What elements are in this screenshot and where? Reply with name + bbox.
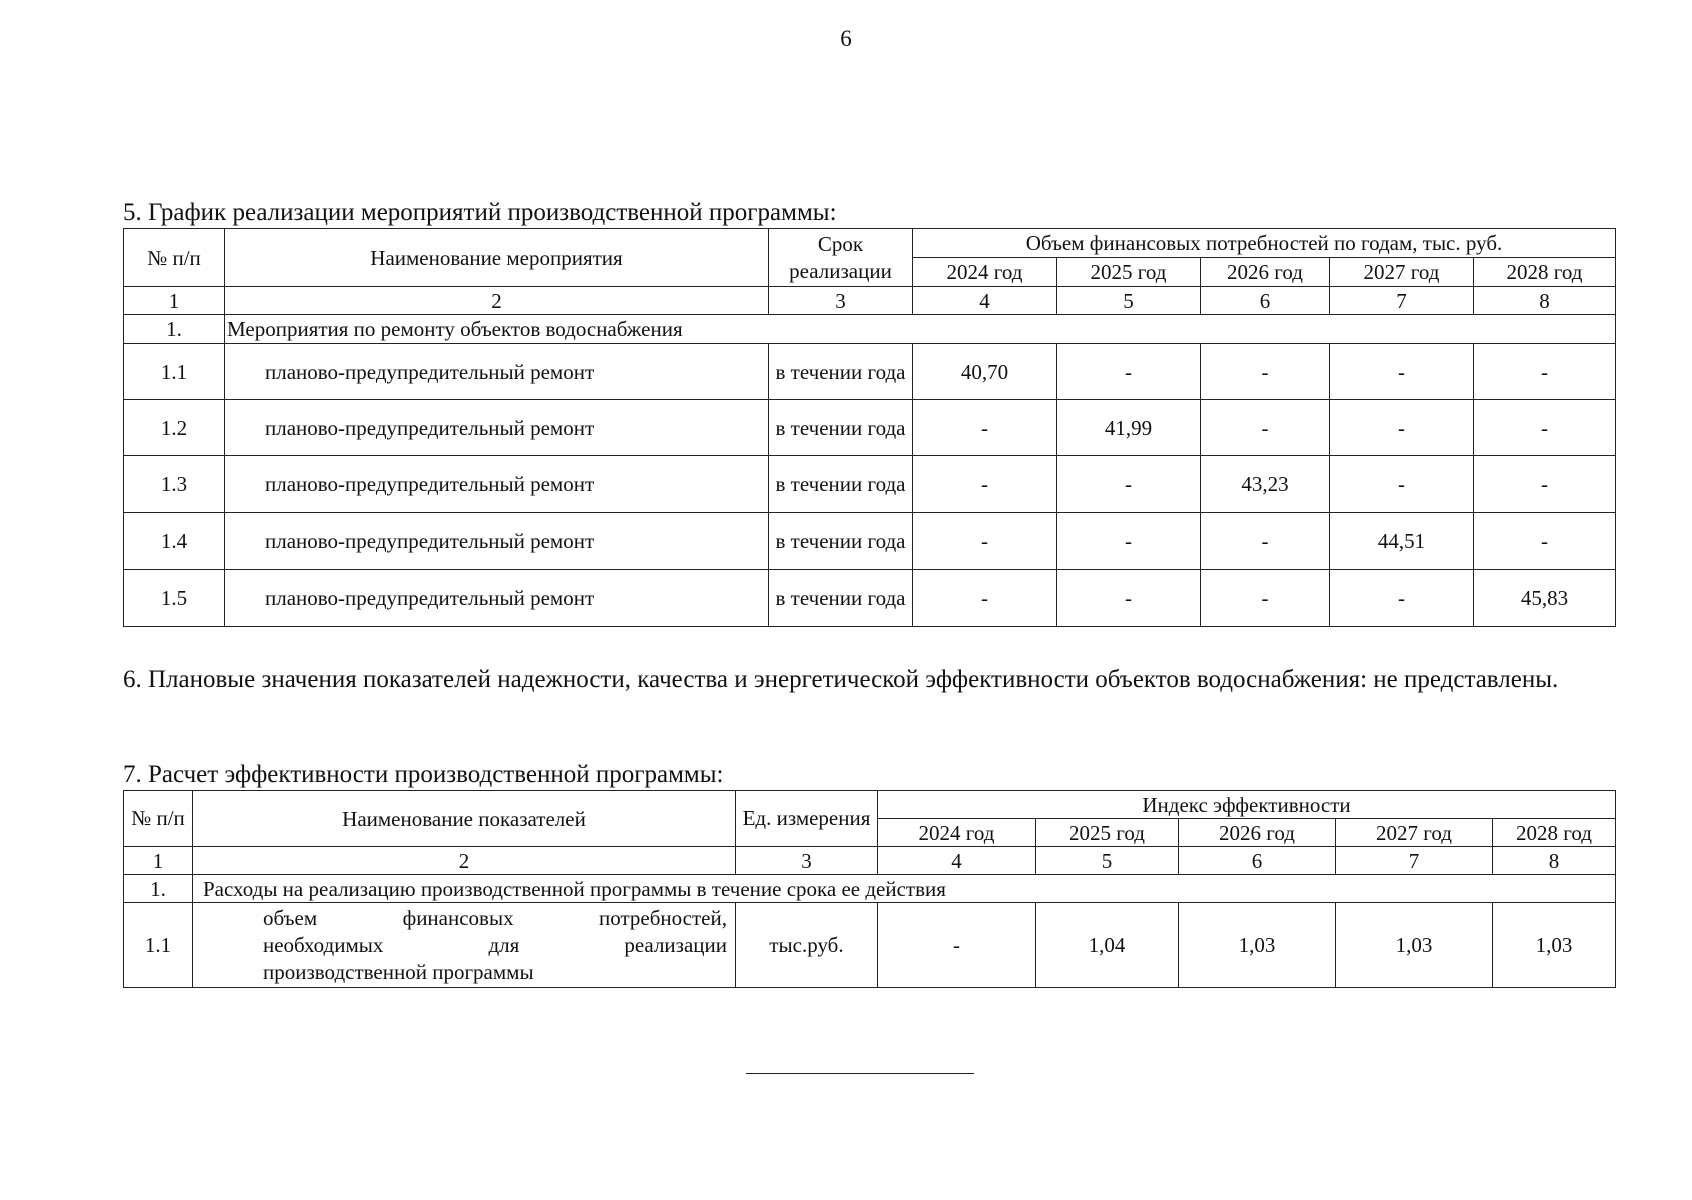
- row-value: -: [1057, 513, 1201, 570]
- row-value: 40,70: [913, 344, 1057, 400]
- row-term: в течении года: [769, 344, 913, 400]
- column-number: 6: [1201, 287, 1330, 315]
- header-year: 2025 год: [1057, 258, 1201, 287]
- row-name: планово-предупредительный ремонт: [225, 456, 769, 513]
- row-value: -: [1201, 344, 1330, 400]
- end-rule: [746, 1073, 974, 1074]
- row-value: -: [913, 400, 1057, 456]
- row-value: -: [1474, 456, 1616, 513]
- row-name-line: необходимых для реализации: [263, 932, 727, 957]
- header-unit: Ед. измерения: [736, 791, 878, 847]
- row-value: -: [1201, 513, 1330, 570]
- row-num: 1.1: [124, 903, 193, 988]
- row-name: планово-предупредительный ремонт: [225, 400, 769, 456]
- column-number: 3: [769, 287, 913, 315]
- header-year: 2027 год: [1330, 258, 1474, 287]
- header-term: Срок реализации: [769, 229, 913, 287]
- column-number: 6: [1179, 847, 1336, 875]
- group-num: 1.: [124, 875, 193, 903]
- row-value: 1,03: [1336, 903, 1493, 988]
- section6-text: 6. Плановые значения показателей надежности, качества и энергетической эффективности объектов водоснабжения: не представлены.: [123, 666, 1559, 693]
- page-number: 6: [840, 26, 852, 51]
- header-year: 2026 год: [1179, 819, 1336, 847]
- group-num: 1.: [124, 315, 225, 344]
- row-value: -: [1057, 570, 1201, 627]
- row-value: -: [913, 513, 1057, 570]
- table-row: [124, 456, 1616, 513]
- group-title: Расходы на реализацию производственной программы в течение срока ее действия: [193, 875, 1616, 903]
- row-name: [193, 903, 736, 988]
- header-year: 2028 год: [1493, 819, 1616, 847]
- row-value: -: [1474, 344, 1616, 400]
- group-title: Мероприятия по ремонту объектов водоснабжения: [225, 315, 1616, 344]
- column-number: 5: [1057, 287, 1201, 315]
- row-value: 1,04: [1036, 903, 1179, 988]
- column-number: 7: [1336, 847, 1493, 875]
- header-name: Наименование показателей: [193, 791, 736, 847]
- row-value: 1,03: [1493, 903, 1616, 988]
- row-name: планово-предупредительный ремонт: [225, 513, 769, 570]
- row-value: -: [1330, 456, 1474, 513]
- row-value: -: [1330, 400, 1474, 456]
- header-year: 2025 год: [1036, 819, 1179, 847]
- row-name-line: объем финансовых потребностей,: [263, 905, 727, 930]
- table-row: [124, 570, 1616, 627]
- table-row: [124, 903, 1616, 988]
- row-value: -: [1330, 570, 1474, 627]
- row-value: -: [878, 903, 1036, 988]
- table-row: [124, 344, 1616, 400]
- column-number: 8: [1493, 847, 1616, 875]
- row-num: 1.3: [124, 456, 225, 513]
- row-name: планово-предупредительный ремонт: [225, 344, 769, 400]
- row-term: в течении года: [769, 513, 913, 570]
- column-number: 2: [225, 287, 769, 315]
- header-num: № п/п: [124, 791, 193, 847]
- row-value: -: [1057, 344, 1201, 400]
- header-year: 2024 год: [878, 819, 1036, 847]
- header-name: Наименование мероприятия: [225, 229, 769, 287]
- row-value: -: [1330, 344, 1474, 400]
- efficiency-table: [123, 790, 1616, 988]
- row-value: -: [1201, 400, 1330, 456]
- section7-heading: 7. Расчет эффективности производственной программы:: [123, 761, 724, 788]
- row-num: 1.2: [124, 400, 225, 456]
- column-number: 8: [1474, 287, 1616, 315]
- schedule-table: [123, 228, 1616, 627]
- row-num: 1.1: [124, 344, 225, 400]
- row-value: -: [913, 456, 1057, 513]
- column-number: 3: [736, 847, 878, 875]
- row-unit: тыс.руб.: [736, 903, 878, 988]
- row-value: 44,51: [1330, 513, 1474, 570]
- column-number: 5: [1036, 847, 1179, 875]
- row-num: 1.4: [124, 513, 225, 570]
- section5-heading: 5. График реализации мероприятий производственной программы:: [123, 199, 837, 226]
- header-index: Индекс эффективности: [878, 791, 1616, 819]
- row-num: 1.5: [124, 570, 225, 627]
- table-row: [124, 513, 1616, 570]
- column-number: 1: [124, 847, 193, 875]
- column-number: 1: [124, 287, 225, 315]
- row-value: -: [913, 570, 1057, 627]
- header-num: № п/п: [124, 229, 225, 287]
- header-year: 2028 год: [1474, 258, 1616, 287]
- row-value: -: [1057, 456, 1201, 513]
- row-value: -: [1201, 570, 1330, 627]
- row-value: 1,03: [1179, 903, 1336, 988]
- header-volume: Объем финансовых потребностей по годам, тыс. руб.: [913, 229, 1616, 258]
- row-value: 45,83: [1474, 570, 1616, 627]
- row-name-line: производственной программы: [263, 959, 534, 984]
- row-term: в течении года: [769, 400, 913, 456]
- row-term: в течении года: [769, 570, 913, 627]
- header-year: 2026 год: [1201, 258, 1330, 287]
- table-row: [124, 400, 1616, 456]
- header-year: 2024 год: [913, 258, 1057, 287]
- row-name: планово-предупредительный ремонт: [225, 570, 769, 627]
- column-number: 2: [193, 847, 736, 875]
- row-value: -: [1474, 513, 1616, 570]
- row-value: 41,99: [1057, 400, 1201, 456]
- row-value: 43,23: [1201, 456, 1330, 513]
- header-year: 2027 год: [1336, 819, 1493, 847]
- row-value: -: [1474, 400, 1616, 456]
- row-term: в течении года: [769, 456, 913, 513]
- column-number: 7: [1330, 287, 1474, 315]
- column-number: 4: [878, 847, 1036, 875]
- column-number: 4: [913, 287, 1057, 315]
